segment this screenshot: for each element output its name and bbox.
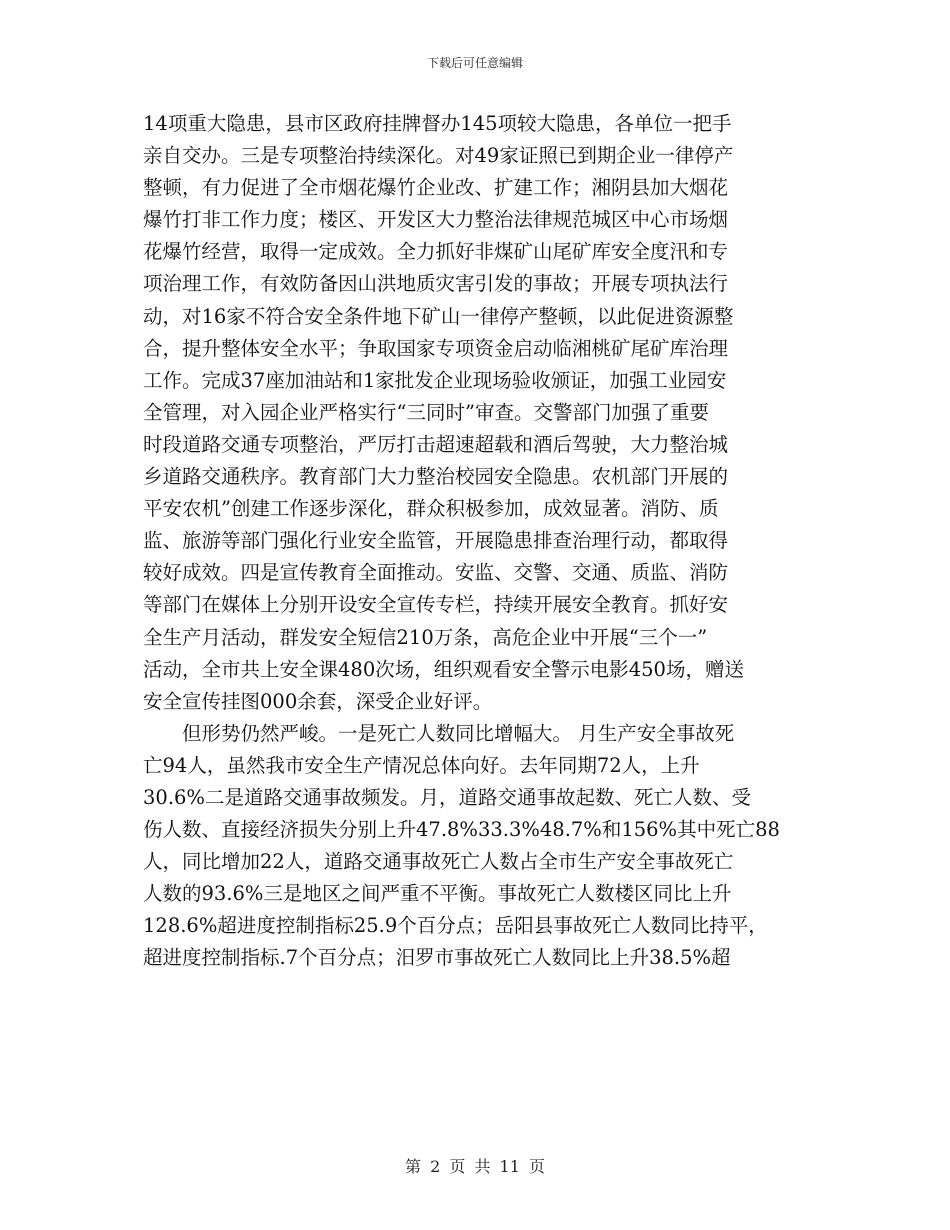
text-line: 人，同比增加22人，道路交通事故死亡人数占全市生产安全事故死亡 [143, 850, 734, 874]
text-line: 整顿，有力促进了全市烟花爆竹企业改、扩建工作；湘阴县加大烟花 [143, 176, 729, 200]
text-line: 超进度控制指标.7个百分点；汨罗市事故死亡人数同比上升38.5%超 [143, 946, 731, 970]
text-line: 活动，全市共上安全课480次场，组织观看安全警示电影450场，赠送 [143, 657, 744, 681]
text-line: 亲自交办。三是专项整治持续深化。对49家证照已到期企业一律停产 [143, 144, 734, 168]
text-line: 30.6%二是道路交通事故频发。月，道路交通事故起数、死亡人数、受 [143, 785, 751, 809]
text-line: 14项重大隐患，县市区政府挂牌督办145项较大隐患，各单位一把手 [143, 112, 732, 135]
text-line: 时段道路交通专项整治，严厉打击超速超载和酒后驾驶，大力整治城 [143, 432, 729, 456]
text-line: 亡94人，虽然我市安全生产情况总体向好。去年同期72人，上升 [143, 753, 700, 777]
text-line: 等部门在媒体上分别开设安全宣传专栏，持续开展安全教育。抓好安 [143, 593, 729, 617]
text-line: 动，对16家不符合安全条件地下矿山一律停产整顿，以此促进资源整 [143, 304, 734, 328]
text-line: 平安农机”创建工作逐步深化，群众积极参加，成效显著。消防、质 [143, 497, 719, 521]
text-line: 较好成效。四是宣传教育全面推动。安监、交警、交通、质监、消防 [143, 561, 729, 585]
text-line: 项治理工作，有效防备因山洪地质灾害引发的事故；开展专项执法行 [143, 272, 729, 296]
page-number-footer: 第 2 页 共 11 页 [405, 1157, 545, 1176]
text-line: 128.6%超进度控制指标25.9个百分点；岳阳县事故死亡人数同比持平， [143, 914, 768, 938]
text-line: 花爆竹经营，取得一定成效。全力抓好非煤矿山尾矿库安全度汛和专 [143, 240, 729, 264]
page-header: 下载后可任意编辑 [426, 56, 523, 70]
text-line: 爆竹打非工作力度；楼区、开发区大力整治法律规范城区中心市场烟 [143, 208, 729, 232]
text-line: 乡道路交通秩序。教育部门大力整治校园安全隐患。农机部门开展的 [143, 465, 729, 489]
text-line: 工作。完成37座加油站和1家批发企业现场验收颁证，加强工业园安 [143, 368, 727, 392]
body-text [143, 108, 803, 975]
paragraph-start-line: 但形势仍然严峻。一是死亡人数同比增幅大。 月生产安全事故死 [182, 721, 735, 745]
text-line: 合，提升整体安全水平；争取国家专项资金启动临湘桃矿尾矿库治理 [143, 336, 729, 360]
text-line: 伤人数、直接经济损失分别上升47.8%33.3%48.7%和156%其中死亡88 [143, 818, 780, 842]
text-line: 全管理，对入园企业严格实行“三同时”审查。交警部门加强了重要 [143, 400, 709, 424]
text-line: 人数的93.6%三是地区之间严重不平衡。事故死亡人数楼区同比上升 [143, 882, 732, 906]
text-line: 安全宣传挂图000余套，深受企业好评。 [143, 689, 493, 713]
text-line: 监、旅游等部门强化行业安全监管，开展隐患排查治理行动，都取得 [143, 529, 729, 553]
text-line: 全生产月活动，群发安全短信210万条，高危企业中开展“三个一” [143, 625, 708, 649]
